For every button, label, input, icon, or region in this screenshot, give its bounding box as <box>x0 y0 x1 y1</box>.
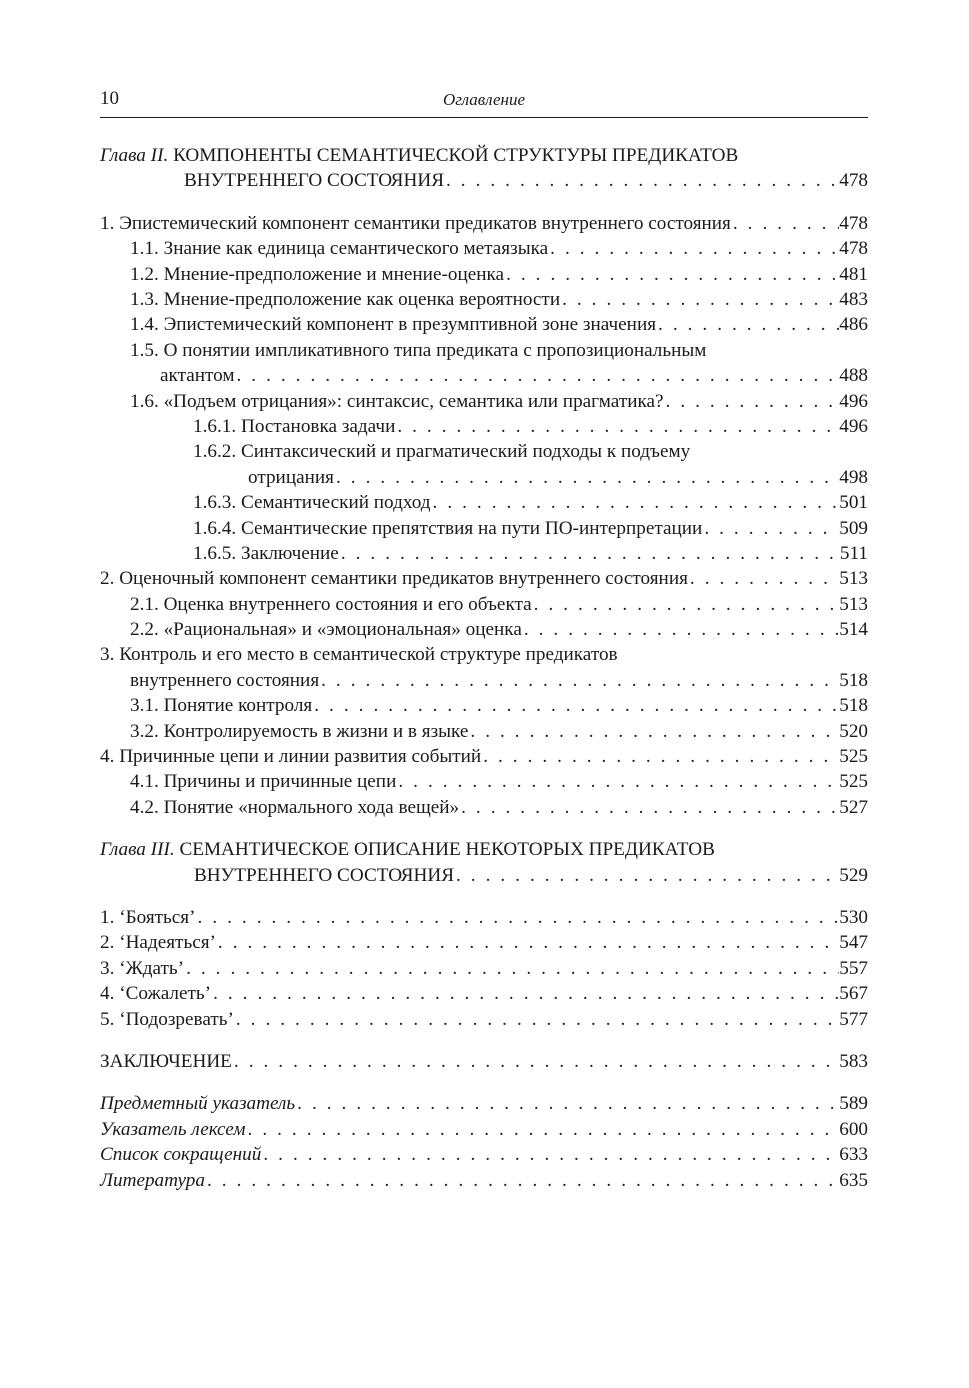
page-ref: 530 <box>839 907 868 929</box>
dot-leader <box>560 287 839 312</box>
page-header <box>100 88 868 118</box>
toc-entry[interactable] <box>100 930 868 955</box>
toc-entry[interactable] <box>100 338 868 389</box>
entry-title-line2: внутреннего состояния <box>130 669 320 691</box>
dot-leader <box>216 930 839 955</box>
page-ref: 557 <box>839 957 868 979</box>
toc-entry[interactable] <box>100 642 868 693</box>
dot-leader <box>334 465 839 490</box>
toc-entry-abbreviations[interactable] <box>100 1142 868 1167</box>
dot-leader <box>234 1007 839 1032</box>
page-ref: 478 <box>839 238 868 260</box>
toc-entry[interactable] <box>100 905 868 930</box>
toc-entry[interactable] <box>100 490 868 515</box>
page-ref: 514 <box>839 619 868 641</box>
page-ref: 525 <box>839 746 868 768</box>
dot-leader <box>532 592 840 617</box>
dot-leader <box>396 769 839 794</box>
entry-title: ЗАКЛЮЧЕНИЕ <box>100 1050 232 1072</box>
entry-title: 5. ‘Подозревать’ <box>100 1008 234 1030</box>
chapter-title-line1: КОМПОНЕНТЫ СЕМАНТИЧЕСКОЙ СТРУКТУРЫ ПРЕДИКАТОВ <box>173 145 739 166</box>
entry-title: Список сокращений <box>100 1144 262 1166</box>
page-ref: 583 <box>839 1050 868 1072</box>
entry-title: 1.6.4. Семантические препятствия на пути ПО-интерпретации <box>193 517 703 539</box>
page-ref: 511 <box>839 542 868 564</box>
entry-title: 3. ‘Ждать’ <box>100 957 185 979</box>
page-ref: 478 <box>839 170 868 192</box>
dot-leader <box>211 981 839 1006</box>
dot-leader <box>664 389 840 414</box>
toc-entry[interactable] <box>100 389 868 414</box>
toc-entry[interactable] <box>100 262 868 287</box>
entry-title-line2: актантом <box>160 365 235 387</box>
dot-leader <box>246 1117 840 1142</box>
page-ref: 478 <box>839 212 868 234</box>
page-ref: 529 <box>839 864 868 886</box>
page-ref: 527 <box>839 796 868 818</box>
running-title: Оглавление <box>442 90 526 109</box>
toc-entry[interactable] <box>100 516 868 541</box>
entry-title: Указатель лексем <box>100 1118 246 1140</box>
page-ref: 520 <box>839 720 868 742</box>
entry-title: 1. Эпистемический компонент семантики предикатов внутреннего состояния <box>100 212 731 234</box>
toc-entry[interactable] <box>100 769 868 794</box>
dot-leader <box>312 693 839 718</box>
entry-title: 4.2. Понятие «нормального хода вещей» <box>130 796 460 818</box>
page-ref: 488 <box>839 365 868 387</box>
dot-leader <box>339 541 840 566</box>
dot-leader <box>522 617 839 642</box>
toc-entry[interactable] <box>100 956 868 981</box>
entry-title: 1.3. Мнение-предположение как оценка вероятности <box>130 288 561 310</box>
entry-title: Литература <box>100 1169 205 1191</box>
toc-entry[interactable] <box>100 795 868 820</box>
dot-leader <box>444 168 839 193</box>
dot-leader <box>504 262 839 287</box>
page-ref: 481 <box>839 263 868 285</box>
toc-entry[interactable] <box>100 744 868 769</box>
dot-leader <box>232 1049 839 1074</box>
dot-leader <box>235 363 840 388</box>
entry-title: 2. ‘Надеяться’ <box>100 932 216 954</box>
page-ref: 498 <box>839 466 868 488</box>
entry-title: 4. Причинные цепи и линии развития событий <box>100 746 482 768</box>
entry-title: 1.4. Эпистемический компонент в презумптивной зоне значения <box>130 314 657 336</box>
page-ref: 600 <box>839 1118 868 1140</box>
dot-leader <box>731 211 839 236</box>
entry-title-line1: 1.5. О понятии импликативного типа предиката с пропозициональным <box>130 339 707 361</box>
toc-entry[interactable] <box>100 414 868 439</box>
page-ref: 496 <box>839 415 868 437</box>
dot-leader <box>261 1142 839 1167</box>
toc-entry-chapter-3[interactable] <box>100 837 868 888</box>
page-ref: 633 <box>839 1144 868 1166</box>
dot-leader <box>205 1168 839 1193</box>
chapter-title-line2: ВНУТРЕННЕГО СОСТОЯНИЯ <box>194 864 454 886</box>
toc-entry[interactable] <box>100 1007 868 1032</box>
page-ref: 547 <box>839 932 868 954</box>
dot-leader <box>702 516 839 541</box>
page-ref: 567 <box>839 983 868 1005</box>
page-ref: 589 <box>839 1093 868 1115</box>
page-ref: 501 <box>839 492 868 514</box>
toc-entry-conclusion[interactable] <box>100 1049 868 1074</box>
chapter-label: Глава III. <box>100 839 175 861</box>
entry-title: 1.6.1. Постановка задачи <box>193 415 396 437</box>
toc-entry[interactable] <box>100 981 868 1006</box>
toc-entry[interactable] <box>100 693 868 718</box>
toc-entry[interactable] <box>100 541 868 566</box>
toc-entry[interactable] <box>100 439 868 490</box>
toc-entry-lexeme-index[interactable] <box>100 1117 868 1142</box>
page-ref: 483 <box>839 288 868 310</box>
entry-title: 4. ‘Сожалеть’ <box>100 983 212 1005</box>
entry-title: 2.2. «Рациональная» и «эмоциональная» оценка <box>130 619 522 641</box>
page-ref: 496 <box>839 390 868 412</box>
dot-leader <box>548 236 839 261</box>
page-number: 10 <box>100 88 119 109</box>
entry-title-line1: 1.6.2. Синтаксический и прагматический подходы к подъему <box>193 441 691 463</box>
entry-title: 3.2. Контролируемость в жизни и в языке <box>130 720 469 742</box>
dot-leader <box>454 863 839 888</box>
table-of-contents <box>100 143 868 1193</box>
page-ref: 513 <box>839 593 868 615</box>
toc-entry[interactable] <box>100 211 868 236</box>
entry-title: 1.6.3. Семантический подход <box>193 492 431 514</box>
dot-leader <box>688 566 839 591</box>
dot-leader <box>459 795 839 820</box>
entry-title: 1. ‘Бояться’ <box>100 907 196 929</box>
chapter-title-line1: СЕМАНТИЧЕСКОЕ ОПИСАНИЕ НЕКОТОРЫХ ПРЕДИКАТОВ <box>179 839 715 861</box>
toc-entry[interactable] <box>100 566 868 591</box>
page-ref: 509 <box>839 517 868 539</box>
page-ref: 486 <box>839 314 868 336</box>
dot-leader <box>656 312 839 337</box>
chapter-label: Глава II. <box>100 145 169 166</box>
entry-title: 4.1. Причины и причинные цепи <box>130 771 397 793</box>
toc-entry-subject-index[interactable] <box>100 1091 868 1116</box>
page-ref: 513 <box>839 568 868 590</box>
dot-leader <box>395 414 839 439</box>
entry-title: 1.1. Знание как единица семантического метаязыка <box>130 238 549 260</box>
page-ref: 518 <box>839 669 868 691</box>
entry-title: Предметный указатель <box>100 1093 296 1115</box>
page-ref: 577 <box>839 1008 868 1030</box>
entry-title-line2: отрицания <box>248 466 334 488</box>
toc-entry-literature[interactable] <box>100 1168 868 1193</box>
toc-entry[interactable] <box>100 287 868 312</box>
page-ref: 635 <box>839 1169 868 1191</box>
toc-entry[interactable] <box>100 236 868 261</box>
dot-leader <box>431 490 840 515</box>
dot-leader <box>196 905 840 930</box>
page-ref: 518 <box>839 695 868 717</box>
chapter-title-line2: ВНУТРЕННЕГО СОСТОЯНИЯ <box>184 170 444 192</box>
toc-entry[interactable] <box>100 312 868 337</box>
entry-title: 3.1. Понятие контроля <box>130 695 313 717</box>
dot-leader <box>468 719 839 744</box>
entry-title: 1.2. Мнение-предположение и мнение-оценка <box>130 263 505 285</box>
toc-entry[interactable] <box>100 617 868 642</box>
page-ref: 525 <box>839 771 868 793</box>
toc-entry[interactable] <box>100 719 868 744</box>
dot-leader <box>319 668 839 693</box>
toc-entry-chapter-2[interactable] <box>100 143 868 194</box>
entry-title: 2.1. Оценка внутреннего состояния и его объекта <box>130 593 532 615</box>
dot-leader <box>184 956 839 981</box>
entry-title-line1: 3. Контроль и его место в семантической структуре предикатов <box>100 644 618 666</box>
toc-entry[interactable] <box>100 592 868 617</box>
entry-title: 1.6. «Подъем отрицания»: синтаксис, семантика или прагматика? <box>130 390 664 412</box>
dot-leader <box>295 1091 839 1116</box>
header-rule <box>100 117 868 118</box>
entry-title: 2. Оценочный компонент семантики предикатов внутреннего состояния <box>100 568 688 590</box>
entry-title: 1.6.5. Заключение <box>193 542 339 564</box>
dot-leader <box>481 744 839 769</box>
